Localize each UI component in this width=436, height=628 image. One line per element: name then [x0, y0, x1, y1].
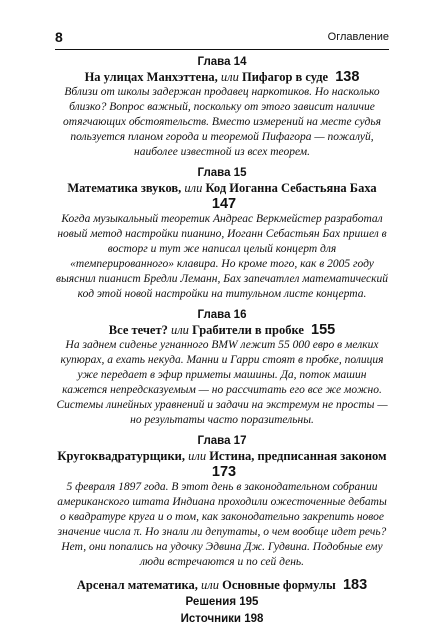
chapter-title-or: или — [184, 181, 203, 195]
running-head: Оглавление — [327, 31, 389, 43]
chapter-title-sub: Истина, предписанная законом — [209, 449, 387, 463]
chapter-title[interactable] — [55, 322, 389, 338]
page-header — [55, 27, 389, 50]
chapter-page-number: 173 — [211, 464, 237, 480]
chapter-14 — [55, 55, 389, 160]
arsenal-entry[interactable] — [55, 576, 389, 594]
chapter-title[interactable] — [55, 180, 389, 212]
arsenal-title-main: Арсенал математика, — [76, 578, 198, 592]
sources-label: Источники — [180, 613, 241, 625]
sources-entry[interactable] — [55, 611, 389, 628]
chapter-title-main: Кругоквадратурщики, — [57, 449, 185, 463]
chapter-page-number: 138 — [335, 69, 360, 85]
chapter-title-main: На улицах Манхэттена, — [84, 70, 218, 84]
chapter-label: Глава 16 — [197, 309, 247, 321]
chapter-16 — [55, 308, 389, 428]
chapter-label: Глава 15 — [197, 167, 247, 179]
chapter-15 — [55, 166, 389, 302]
chapter-title-sub: Пифагор в суде — [242, 70, 329, 84]
chapter-description: 5 февраля 1897 года. В этот день в законодательном собрании американского штата Индиана проходили ожесточенные дебаты о квадратуре круга и о том, как законодательно закрепить новое значение числа π. Но знали ли депутаты, о чем вообще идет речь? Нет, они попались на удочку Эдвина Дж. Гудвина. Подобные ему люди встречаются и по сей день. — [57, 481, 387, 568]
chapter-title-or: или — [188, 449, 207, 463]
solutions-page-number: 195 — [239, 596, 259, 608]
chapter-title-main: Математика звуков, — [67, 181, 182, 195]
chapter-17 — [55, 434, 389, 570]
chapter-description: Вблизи от школы задержан продавец наркотиков. Но насколько близко? Вопрос важный, поскольку от этого зависит наличие отягчающих обстоятельств. Вместо измерений на месте судья пользуется планом города и теоремой Пифагора — пожалуй, наиболее известной из всех теорем. — [63, 86, 381, 158]
sources-page-number: 198 — [244, 613, 264, 625]
arsenal-page-number: 183 — [342, 577, 368, 593]
chapter-description: Когда музыкальный теоретик Андреас Веркмейстер разработал новый метод настройки пианино, Иоганн Себастьян Бах пришел в восторг и тут же написал целый концерт для «темперированного» клавира. Но кроме того, как в 2005 году выяснил пианист Бредли Леманн, Бах запечатлел математический код этой новой настройки на титульном листе концерта. — [55, 213, 388, 300]
solutions-label: Решения — [185, 596, 237, 608]
chapter-label: Глава 17 — [197, 435, 247, 447]
arsenal-title-sub: Основные формулы — [222, 578, 336, 592]
chapter-label: Глава 14 — [197, 56, 247, 68]
chapter-title-or: или — [220, 70, 239, 84]
page-number: 8 — [55, 29, 63, 45]
appendix-entries — [55, 576, 389, 628]
chapter-page-number: 155 — [311, 322, 336, 338]
chapter-page-number: 147 — [211, 196, 237, 212]
chapter-title[interactable] — [55, 448, 389, 480]
chapter-description: На заднем сиденье угнанного BMW лежит 55 000 евро в мелких купюрах, а ехать некуда. Манни и Гарри стоят в пробке, полиция уже передает в эфир приметы машины. Да, поток машин кажется непредсказуемым — но рассчитать его все же можно. Системы линейных уравнений и задачи на экстремум не просты — но результаты часто поразительны. — [56, 339, 388, 426]
table-of-contents — [55, 55, 389, 628]
chapter-title-sub: Грабители в пробке — [192, 323, 304, 337]
chapter-title[interactable] — [55, 69, 389, 85]
chapter-title-sub: Код Иоганна Себастьяна Баха — [205, 181, 377, 195]
solutions-entry[interactable] — [55, 594, 389, 611]
chapter-title-or: или — [170, 323, 189, 337]
arsenal-title-or: или — [201, 578, 219, 592]
chapter-title-main: Все течет? — [108, 323, 168, 337]
